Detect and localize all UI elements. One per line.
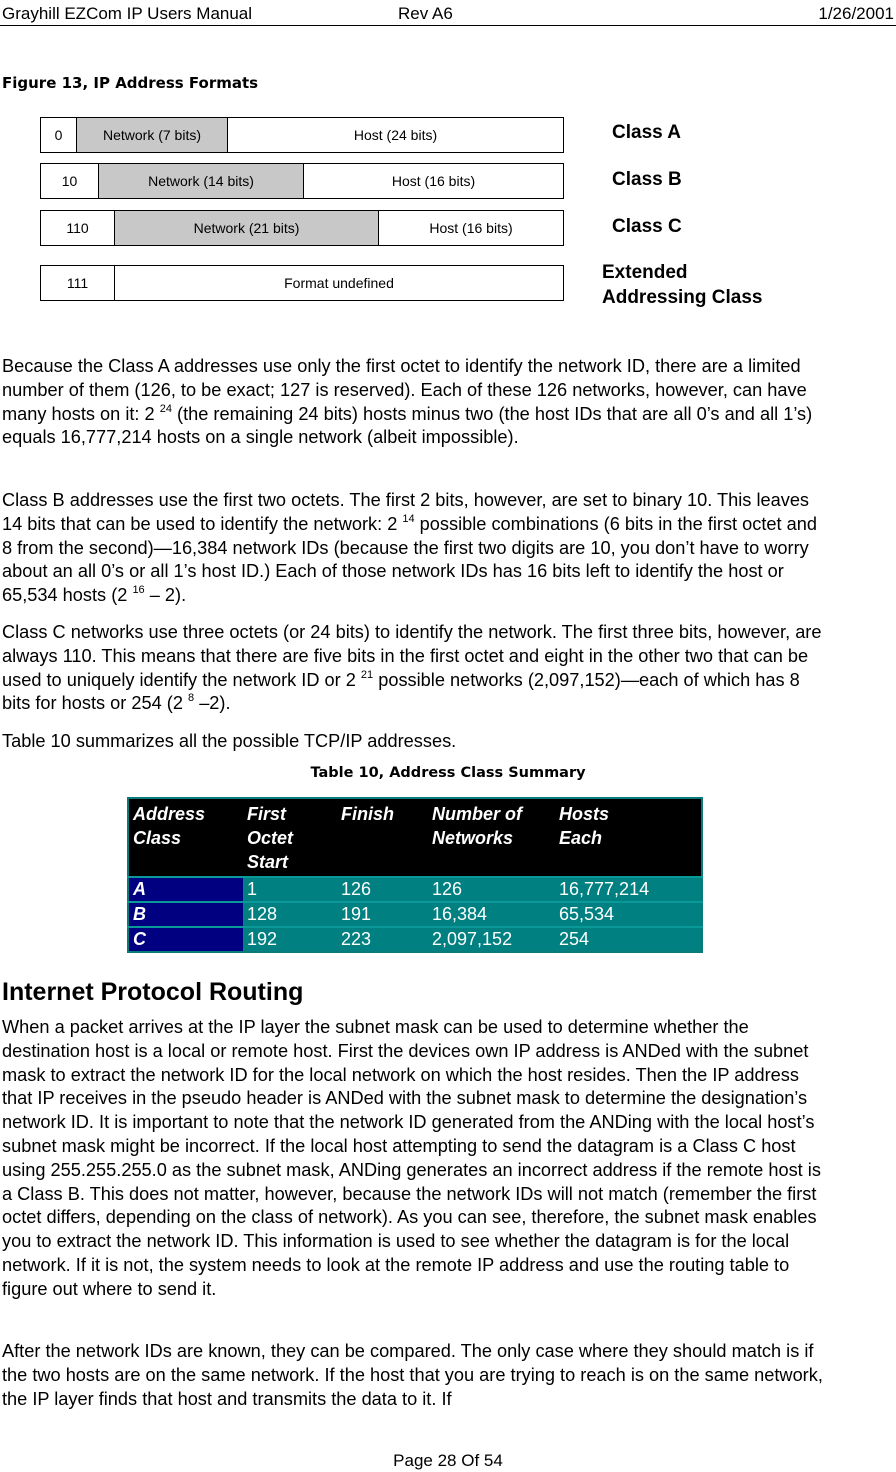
- class-c-prefix: 110: [41, 211, 115, 245]
- table-cell: 65,534: [555, 902, 702, 927]
- class-c-host-field: Host (16 bits): [429, 220, 513, 236]
- page-number: Page 28 Of 54: [393, 1451, 503, 1470]
- table-cell: 16,384: [428, 902, 555, 927]
- table-cell-class: A: [128, 877, 243, 902]
- col-header-first-octet-start: First Octet Start: [243, 798, 337, 877]
- table-cell: 191: [337, 902, 428, 927]
- table-caption: Table 10, Address Class Summary: [310, 765, 586, 781]
- paragraph-class-b: Class B addresses use the first two octets. The first 2 bits, however, are set to binary 10. This leaves 14 bits that can be used to identify the network: 2 $^{14}$ possible combinations (6 bits in the first octet and 8 from the second)—16,384 network IDs (because the first two digits are 10, you don’t have to worry about an all 0’s or all 1’s host ID.) Each of those network IDs has 16 bits left to identify the host or 65,534 hosts (2 $^{16}$ – 2).: [2, 490, 817, 606]
- extended-label-line-2: Addressing Class: [602, 287, 763, 308]
- table-cell: 192: [243, 927, 337, 952]
- class-b-network-field: Network (14 bits): [99, 164, 304, 198]
- col-header-finish: Finish: [337, 798, 428, 877]
- class-b-label: Class B: [612, 169, 682, 190]
- class-c-network-field: Network (21 bits): [115, 211, 379, 245]
- class-b-format-bar: [40, 163, 564, 199]
- class-b-host-field: Host (16 bits): [391, 173, 476, 189]
- table-cell: 126: [428, 877, 555, 902]
- class-c-format-bar: [40, 210, 564, 246]
- table-row: [128, 902, 702, 927]
- extended-format-field: Format undefined: [284, 275, 394, 291]
- col-header-address-class: Address Class: [128, 798, 243, 877]
- class-b-prefix: 10: [41, 164, 99, 198]
- extended-class-label: [602, 260, 763, 310]
- header-revision: Rev A6: [398, 4, 453, 23]
- paragraph-class-c: Class C networks use three octets (or 24 bits) to identify the network. The first three bits, however, are always 110. This means that there are five bits in the first octet and eight in the other two that can be used to uniquely identify the network ID or 2 $^{21}$ possible networks (2,097,152)—each of which has 8 bits for hosts or 254 (2 $^8$ –2).: [2, 622, 822, 714]
- class-a-label: Class A: [612, 122, 681, 143]
- table-cell: 254: [555, 927, 702, 952]
- header-rule: [0, 25, 896, 26]
- col-header-number-of-networks: Number of Networks: [428, 798, 555, 877]
- table-cell-class: C: [128, 927, 243, 952]
- header-manual-title: Grayhill EZCom IP Users Manual: [2, 4, 253, 23]
- class-c-label: Class C: [612, 216, 682, 237]
- table-cell: 223: [337, 927, 428, 952]
- extended-label-line-1: Extended: [602, 262, 688, 283]
- paragraph-table-intro: Table 10 summarizes all the possible TCP/IP addresses.: [2, 731, 457, 751]
- table-header-row: [128, 798, 702, 877]
- paragraph-routing-1: When a packet arrives at the IP layer the subnet mask can be used to determine whether the destination host is a local or remote host. First the devices own IP address is ANDed with the subnet mask to extract the network ID for the local network on which the host resides. Then the IP address that IP receives in the pseudo header is ANDed with the subnet mask to determine the designation’s network ID. It is important to note that the network ID generated from the ANDing with the local host’s subnet mask might be incorrect. If the local host attempting to send the datagram is a Class C host using 255.255.255.0 as the subnet mask, ANDing generates an incorrect address if the remote host is a Class B. This does not matter, however, because the network IDs will not match (remember the first octet differs, depending on the class of network). As you can see, therefore, the subnet mask enables you to extract the network ID. This information is used to see whether the datagram is for the local network. If it is not, the system needs to look at the remote IP address and use the routing table to figure out where to send it.: [2, 1017, 821, 1299]
- table-row: [128, 877, 702, 902]
- paragraph-routing-2: After the network IDs are known, they can be compared. The only case where they should match is if the two hosts are on the same network. If the host that you are trying to reach is on the same network, the IP layer finds that host and transmits the data to it. If: [2, 1341, 823, 1409]
- class-a-host-field: Host (24 bits): [353, 127, 438, 143]
- paragraph-class-a: Because the Class A addresses use only the first octet to identify the network ID, there are a limited number of them (126, to be exact; 127 is reserved). Each of these 126 networks, however, can have many hosts on it: 2 $^{24}$ (the remaining 24 bits) hosts minus two (the host IDs that are all 0’s and all 1’s) equals 16,777,214 hosts on a single network (albeit impossible).: [2, 356, 813, 448]
- section-heading: Internet Protocol Routing: [2, 978, 304, 1006]
- figure-caption: Figure 13, IP Address Formats: [2, 74, 259, 92]
- class-a-format-bar: [40, 117, 564, 153]
- extended-format-bar: [40, 265, 564, 301]
- class-a-prefix: 0: [41, 118, 77, 152]
- table-cell: 1: [243, 877, 337, 902]
- extended-prefix: 111: [41, 266, 115, 300]
- col-header-hosts-each: Hosts Each: [555, 798, 702, 877]
- table-cell: 16,777,214: [555, 877, 702, 902]
- table-row: [128, 927, 702, 952]
- table-cell: 2,097,152: [428, 927, 555, 952]
- header-date: 1/26/2001: [818, 4, 894, 23]
- table-cell: 126: [337, 877, 428, 902]
- table-cell: 128: [243, 902, 337, 927]
- address-class-summary-table: [127, 797, 703, 953]
- class-a-network-field: Network (7 bits): [77, 118, 228, 152]
- table-cell-class: B: [128, 902, 243, 927]
